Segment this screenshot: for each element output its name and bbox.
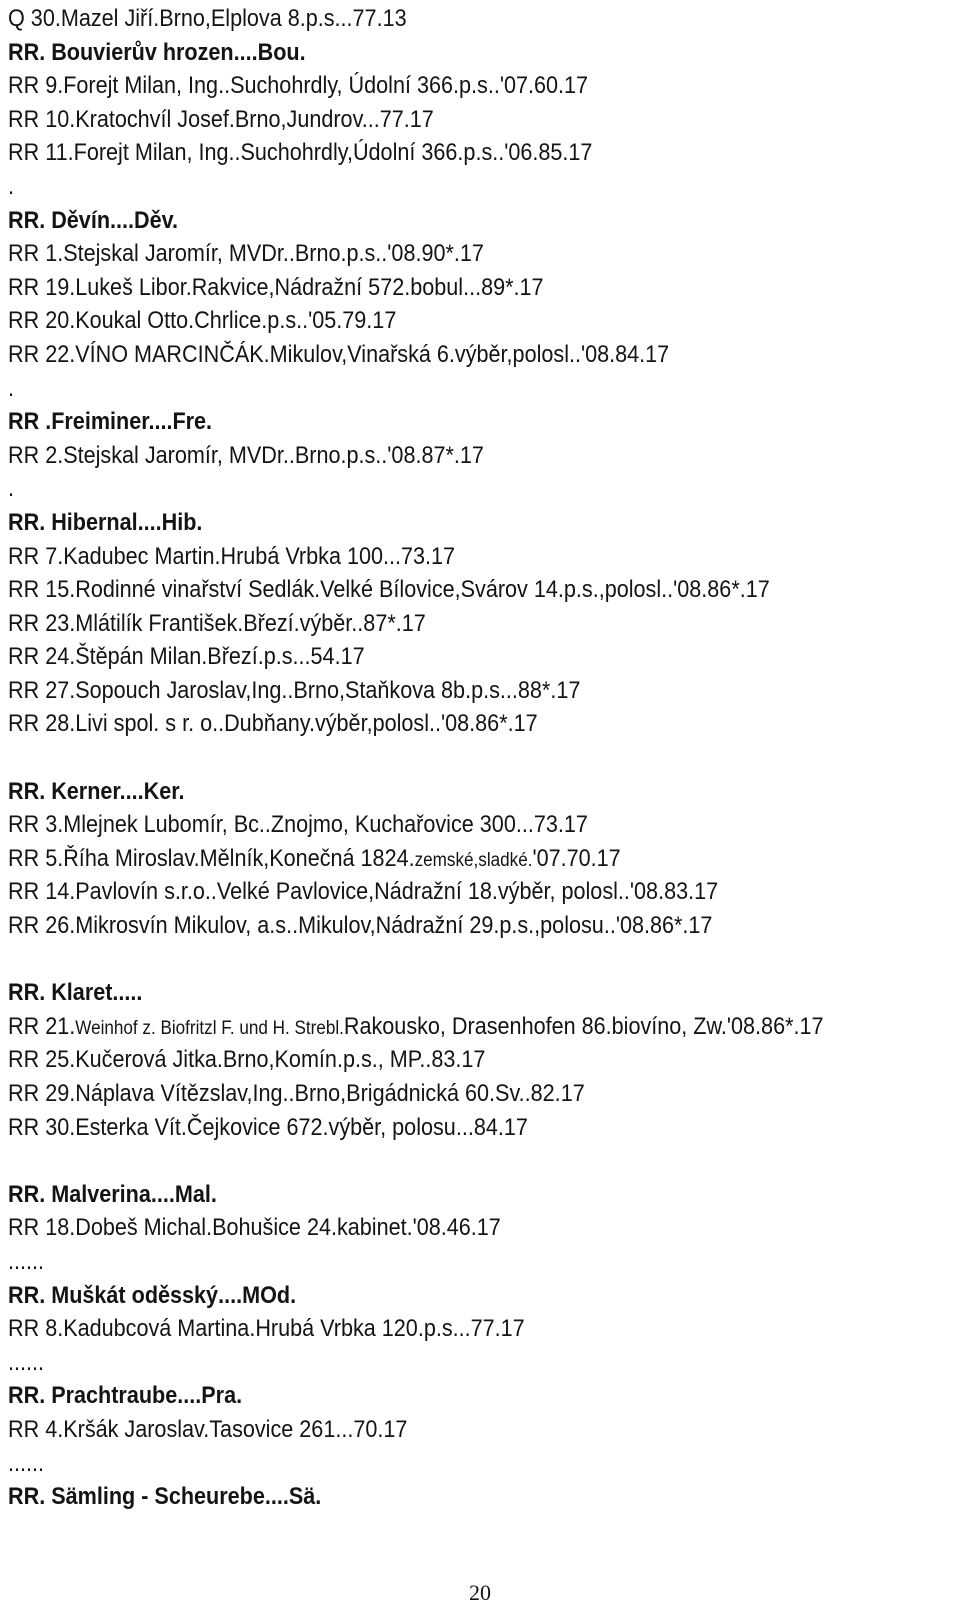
section-heading (8, 405, 863, 439)
entry-line (8, 540, 863, 574)
line-text: RR 4.Kršák Jaroslav.Tasovice 261...70.17 (8, 1415, 408, 1443)
line-text: RR. Muškát oděsský....MOd. (8, 1281, 297, 1309)
entry-line (8, 103, 863, 137)
line-text: RR 21. (8, 1012, 76, 1040)
line-text: RR 19.Lukeš Libor.Rakvice,Nádražní 572.bobul...89*.17 (8, 273, 544, 301)
page-number: 20 (469, 1580, 491, 1605)
entry-line (8, 1043, 863, 1077)
line-text: RR 11.Forejt Milan, Ing..Suchohrdly,Údolní 366.p.s..'06.85.17 (8, 139, 593, 167)
line-text: RR 3.Mlejnek Lubomír, Bc..Znojmo, Kuchařovice 300...73.17 (8, 811, 588, 839)
entry-line (8, 1346, 863, 1380)
line-text: RR. Bouvierův hrozen....Bou. (8, 38, 306, 66)
catalog-list (8, 2, 958, 1514)
entry-line (8, 170, 863, 204)
line-text: RR 18.Dobeš Michal.Bohušice 24.kabinet.'08.46.17 (8, 1214, 501, 1242)
entry-line (8, 943, 863, 977)
line-text: RR 25.Kučerová Jitka.Brno,Komín.p.s., MP..83.17 (8, 1046, 486, 1074)
line-text: RR. Hibernal....Hib. (8, 508, 203, 536)
entry-line (8, 1312, 863, 1346)
entry-line (8, 842, 863, 876)
entry-line (8, 2, 863, 36)
entry-line (8, 237, 863, 271)
line-text: RR 26.Mikrosvín Mikulov, a.s..Mikulov,Nádražní 29.p.s.,polosu..'08.86*.17 (8, 912, 713, 940)
entry-line (8, 1077, 863, 1111)
section-heading (8, 1178, 863, 1212)
line-text: RR 5.Říha Miroslav.Mělník,Konečná 1824. (8, 844, 415, 872)
line-trailing-text: '07.70.17 (532, 844, 621, 872)
section-heading (8, 1480, 863, 1514)
line-text: RR 27.Sopouch Jaroslav,Ing..Brno,Staňkova 8b.p.s...88*.17 (8, 676, 581, 704)
section-heading (8, 775, 863, 809)
line-small-text: Weinhof z. Biofritzl F. und H. Strebl. (75, 1017, 344, 1039)
entry-line (8, 674, 863, 708)
entry-line (8, 304, 863, 338)
line-text: . (8, 374, 15, 402)
line-text: RR. Klaret..... (8, 979, 143, 1007)
section-heading (8, 1279, 863, 1313)
entry-line (8, 69, 863, 103)
entry-line (8, 472, 863, 506)
entry-line (8, 640, 863, 674)
section-heading (8, 204, 863, 238)
line-text: RR. Malverina....Mal. (8, 1180, 217, 1208)
entry-line (8, 1447, 863, 1481)
entry-line (8, 1144, 863, 1178)
line-text: RR 20.Koukal Otto.Chrlice.p.s..'05.79.17 (8, 307, 397, 335)
line-text: RR 29.Náplava Vítězslav,Ing..Brno,Brigádnická 60.Sv..82.17 (8, 1080, 585, 1107)
line-text: RR 1.Stejskal Jaromír, MVDr..Brno.p.s..'08.90*.17 (8, 240, 484, 268)
line-text: RR 23.Mlátilík František.Březí.výběr..87*.17 (8, 609, 426, 637)
section-heading (8, 506, 863, 540)
line-text: RR 24.Štěpán Milan.Březí.p.s...54.17 (8, 643, 365, 671)
line-text: RR 28.Livi spol. s r. o..Dubňany.výběr,polosl..'08.86*.17 (8, 710, 538, 738)
line-text: RR 9.Forejt Milan, Ing..Suchohrdly, Údolní 366.p.s..'07.60.17 (8, 72, 589, 100)
line-text: RR 7.Kadubec Martin.Hrubá Vrbka 100...73.17 (8, 542, 456, 570)
section-heading (8, 36, 863, 70)
entry-line (8, 808, 863, 842)
line-text: RR 15.Rodinné vinařství Sedlák.Velké Bílovice,Svárov 14.p.s.,polosl..'08.86*.17 (8, 576, 770, 604)
line-text: RR 14.Pavlovín s.r.o..Velké Pavlovice,Nádražní 18.výběr, polosl..'08.83.17 (8, 878, 719, 906)
line-trailing-text: Rakousko, Drasenhofen 86.biovíno, Zw.'08.86*.17 (343, 1012, 824, 1040)
line-small-text: zemské,sladké. (414, 849, 533, 871)
entry-line (8, 909, 863, 943)
entry-line (8, 1413, 863, 1447)
entry-line (8, 741, 863, 775)
entry-line (8, 338, 863, 372)
section-heading (8, 976, 863, 1010)
line-text: . (8, 475, 15, 503)
entry-line (8, 136, 863, 170)
line-text: RR 2.Stejskal Jaromír, MVDr..Brno.p.s..'08.87*.17 (8, 441, 484, 469)
entry-line (8, 439, 863, 473)
entry-line (8, 573, 863, 607)
line-text: ...... (8, 1348, 45, 1376)
section-heading (8, 1379, 863, 1413)
entry-line (8, 607, 863, 641)
line-text: ...... (8, 1449, 45, 1477)
line-text: RR 8.Kadubcová Martina.Hrubá Vrbka 120.p.s...77.17 (8, 1315, 525, 1343)
line-text: ...... (8, 1247, 45, 1275)
entry-line (8, 372, 863, 406)
line-text: RR. Kerner....Ker. (8, 777, 185, 805)
entry-line (8, 271, 863, 305)
entry-line (8, 1245, 863, 1279)
line-text: RR. Prachtraube....Pra. (8, 1382, 243, 1410)
line-text: RR. Sämling - Scheurebe....Sä. (8, 1483, 322, 1511)
line-text: RR. Děvín....Děv. (8, 206, 179, 234)
line-text: Q 30.Mazel Jiří.Brno,Elplova 8.p.s...77.13 (8, 5, 407, 32)
line-text: RR .Freiminer....Fre. (8, 408, 213, 436)
line-text: . (8, 172, 15, 200)
entry-line (8, 1010, 863, 1044)
entry-line (8, 707, 863, 741)
line-text: RR 30.Esterka Vít.Čejkovice 672.výběr, polosu...84.17 (8, 1113, 528, 1141)
line-text: RR 10.Kratochvíl Josef.Brno,Jundrov...77.17 (8, 105, 434, 133)
line-text: RR 22.VÍNO MARCINČÁK.Mikulov,Vinařská 6.výběr,polosl..'08.84.17 (8, 340, 670, 368)
entry-line (8, 1111, 863, 1145)
entry-line (8, 875, 863, 909)
entry-line (8, 1211, 863, 1245)
